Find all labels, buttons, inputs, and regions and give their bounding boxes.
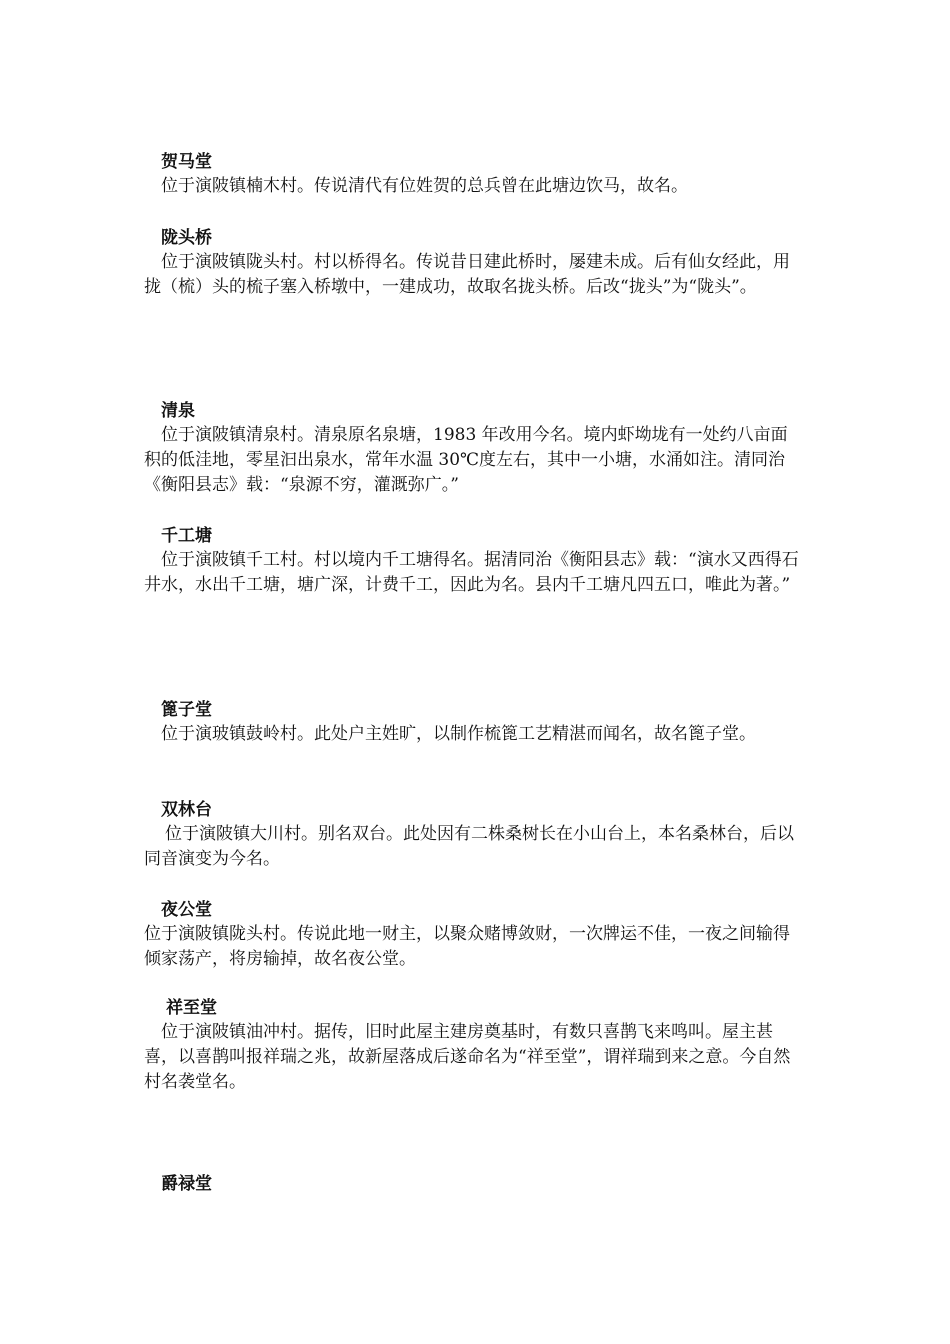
entry-text: 位于演陂镇大川村。别名双台。此处因有二株桑树长在小山台上，本名桑林台，后以同音演变为今名。 (144, 824, 794, 869)
entry-text: 位于演陂镇陇头村。传说此地一财主，以聚众赌博敛财，一次牌运不佳，一夜之间输得倾家荡产，将房输掉，故名夜公堂。 (144, 924, 790, 969)
entry-title: 千工塘 (161, 526, 212, 546)
entry-text: 位于演陂镇油冲村。据传，旧时此屋主建房奠基时，有数只喜鹊飞来鸣叫。屋主甚喜，以喜鹊叫报祥瑞之兆，故新屋落成后遂命名为“祥至堂”，谓祥瑞到来之意。今自然村名袭堂名。 (144, 1022, 791, 1092)
entry-title: 夜公堂 (161, 900, 212, 920)
entry-text: 位于演玻镇鼓岭村。此处户主姓旷，以制作梳篦工艺精湛而闻名，故名篦子堂。 (161, 724, 756, 744)
entry-bizitang (144, 698, 804, 747)
entry-title: 陇头桥 (161, 228, 212, 248)
entry-text: 位于演陂镇清泉村。清泉原名泉塘，1983 年改用今名。境内虾坳垅有一处约八亩面积的低洼地，零星汩出泉水，常年水温 30℃度左右，其中一小塘，水涌如注。清同治《衡阳县志》载：“泉源不穷，灌溉弥广。” (144, 425, 788, 495)
entry-text: 位于演陂镇陇头村。村以桥得名。传说昔日建此桥时，屡建未成。后有仙女经此，用拢（梳）头的梳子塞入桥墩中，一建成功，故取名拢头桥。后改“拢头”为“陇头”。 (144, 252, 790, 297)
entry-shuanglintai (144, 798, 804, 872)
entry-text: 位于演陂镇千工村。村以境内千工塘得名。据清同治《衡阳县志》载：“演水又西得石井水，水出千工塘，塘广深，计费千工，因此为名。县内千工塘凡四五口，唯此为著。” (144, 550, 799, 595)
entry-qiangongtang (144, 524, 804, 598)
entry-longtouqiao (144, 226, 804, 300)
entry-title: 贺马堂 (161, 152, 212, 172)
entry-yegongtang (144, 898, 804, 972)
entry-juelutang (144, 1172, 804, 1196)
entry-title: 祥至堂 (166, 998, 217, 1018)
entry-title: 双林台 (161, 800, 212, 820)
entry-hematang (144, 150, 804, 199)
entry-title: 清泉 (161, 401, 195, 421)
entry-xiangzhitang (144, 996, 804, 1095)
entry-text: 位于演陂镇楠木村。传说清代有位姓贺的总兵曾在此塘边饮马，故名。 (161, 176, 688, 196)
entry-title: 篦子堂 (161, 700, 212, 720)
entry-title: 爵禄堂 (161, 1174, 212, 1194)
entry-qingquan (144, 399, 804, 498)
